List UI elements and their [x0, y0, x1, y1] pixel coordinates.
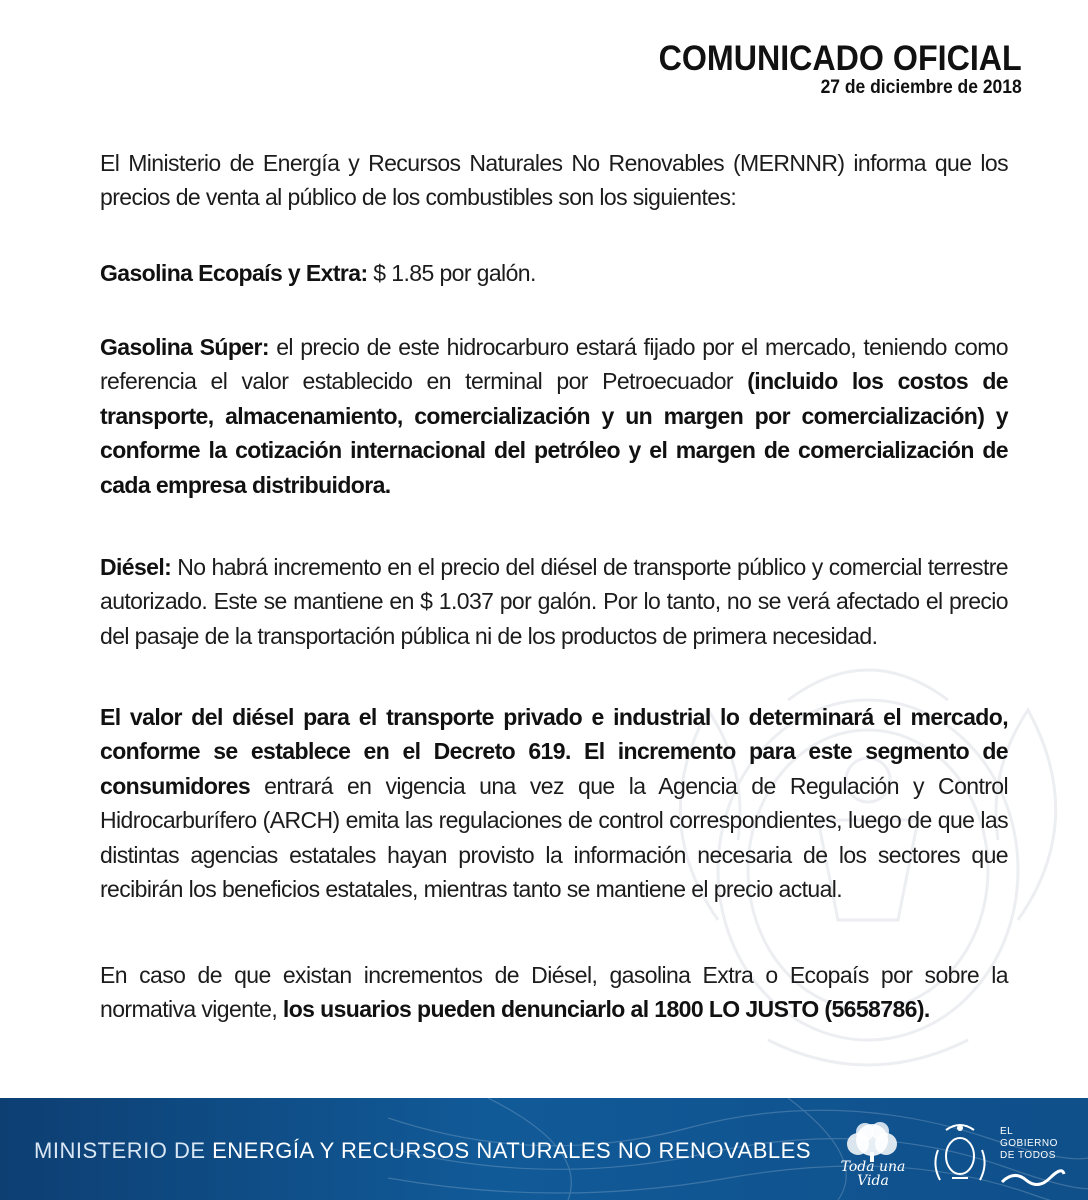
diesel-paragraph [100, 550, 1008, 653]
diesel-label: Diésel: [100, 554, 172, 580]
wave-logo-icon [1000, 1168, 1066, 1186]
document-header [627, 40, 1022, 98]
ecopais-label: Gasolina Ecopaís y Extra: [100, 260, 368, 286]
footer-bar [0, 1098, 1088, 1200]
super-label: Gasolina Súper: [100, 334, 269, 360]
super-text: el precio de este hidrocarburo estará fijado por el mercado, teniendo como referencia el valor establecido en terminal por Petroecuador [100, 334, 1008, 395]
document-date: 27 de diciembre de 2018 [820, 77, 1022, 98]
toda-una-vida-text: Toda una Vida [840, 1159, 906, 1189]
coat-of-arms-icon [930, 1120, 990, 1186]
intro-paragraph: El Ministerio de Energía y Recursos Naturales No Renovables (MERNNR) informa que los precios de venta al público de los combustibles son los siguientes: [100, 150, 1008, 211]
gobierno-line-2: GOBIERNO [1000, 1138, 1058, 1149]
ministry-prefix: MINISTERIO DE [34, 1138, 213, 1163]
super-bold-text: (incluido los costos de transporte, almacenamiento, comercialización y un margen por comercialización) y conforme la cotización internacional del petróleo y el margen de comercialización de cada empresa distribuidora. [100, 368, 1008, 498]
gobierno-de-todos-text [1000, 1126, 1058, 1162]
private-diesel-text: entrará en vigencia una vez que la Agencia de Regulación y Control Hidrocarburífero (ARCH) emita las regulaciones de control correspondientes, luego de que las distintas agencias estatales hayan provisto la información necesaria de los sectores que recibirán los beneficios estatales, mientras tanto se mantiene el precio actual. [100, 772, 1008, 903]
closing-text: En caso de que existan incrementos de Diésel, gasolina Extra o Ecopaís por sobre la normativa vigente, [100, 962, 1008, 1023]
ministry-full-name: ENERGÍA Y RECURSOS NATURALES NO RENOVABLES [212, 1138, 811, 1163]
private-diesel-paragraph [100, 700, 1008, 906]
document-title: COMUNICADO OFICIAL [658, 39, 1022, 78]
gobierno-line-3: DE TODOS [1000, 1150, 1056, 1161]
ecopais-paragraph [100, 256, 1008, 290]
private-diesel-bold: El valor del diésel para el transporte privado e industrial lo determinará el mercado, conforme se establece en el Decreto 619. El incremento para este segmento de consumidores [100, 704, 1008, 799]
ministry-name [34, 1138, 811, 1164]
ecopais-price: $ 1.85 por galón. [367, 260, 536, 286]
super-paragraph [100, 330, 1008, 502]
closing-paragraph [100, 958, 1008, 1027]
gobierno-line-1: EL [1000, 1126, 1014, 1137]
closing-bold: los usuarios pueden denunciarlo al 1800 LO JUSTO (5658786). [282, 996, 930, 1023]
diesel-text: No habrá incremento en el precio del diésel de transporte público y comercial terrestre autorizado. Este se mantiene en $ 1.037 por galón. Por lo tanto, no se verá afectado el precio del pasaje de la transportación pública ni de los productos de primera necesidad. [100, 554, 1008, 649]
